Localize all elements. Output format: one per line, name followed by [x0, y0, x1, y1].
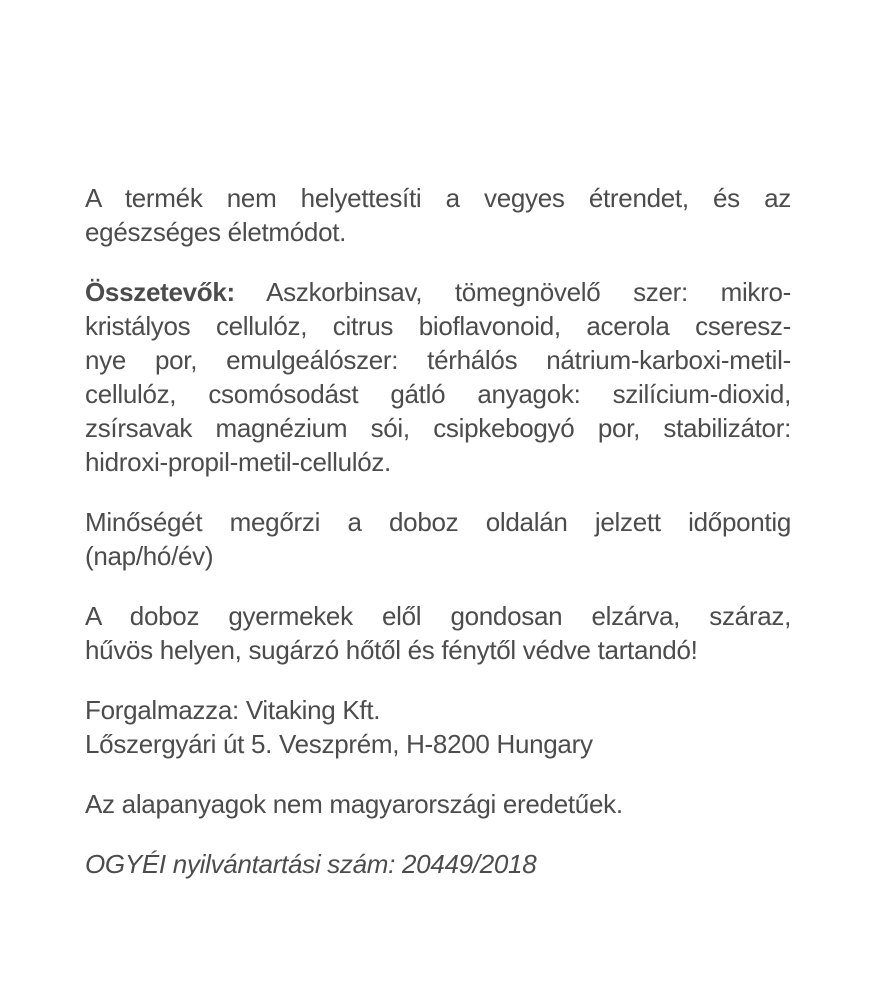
text-line: cellulóz, csomósodást gátló anyagok: szilícium-dioxid, — [85, 379, 791, 409]
text-line: Összetevők: Aszkorbinsav, tömegnövelő szer: mikro- — [85, 277, 791, 307]
paragraph-registration-number — [85, 847, 791, 881]
text-line: (nap/hó/év) — [85, 541, 214, 571]
paragraph-ingredients — [85, 275, 791, 479]
ingredients-heading: Összetevők: — [85, 277, 235, 307]
paragraph-diet-disclaimer — [85, 181, 791, 249]
text-line: Az alapanyagok nem magyarországi eredetűek. — [85, 789, 623, 819]
text-line: OGYÉI nyilvántartási szám: 20449/2018 — [85, 849, 537, 879]
text-line: Forgalmazza: Vitaking Kft. — [85, 695, 381, 725]
text-line: Minőségét megőrzi a doboz oldalán jelzett időpontig — [85, 507, 791, 537]
text-line: kristályos cellulóz, citrus bioflavonoid, acerola cseresz- — [85, 311, 791, 341]
text-line: hűvös helyen, sugárzó hőtől és fénytől védve tartandó! — [85, 635, 698, 665]
paragraph-origin — [85, 787, 791, 821]
text-line: zsírsavak magnézium sói, csipkebogyó por, stabilizátor: — [85, 413, 791, 443]
text-line: hidroxi-propil-metil-cellulóz. — [85, 447, 391, 477]
paragraph-distributor — [85, 693, 791, 761]
paragraph-best-before — [85, 505, 791, 573]
text-line: A termék nem helyettesíti a vegyes étrendet, és az — [85, 183, 791, 213]
text-line: nye por, emulgeálószer: térhálós nátrium-karboxi-metil- — [85, 345, 791, 375]
paragraph-storage — [85, 599, 791, 667]
text-line: Lőszergyári út 5. Veszprém, H-8200 Hungary — [85, 729, 593, 759]
text-line: egészséges életmódot. — [85, 217, 347, 247]
text-line: A doboz gyermekek elől gondosan elzárva, száraz, — [85, 601, 791, 631]
label-text-block — [85, 181, 791, 907]
